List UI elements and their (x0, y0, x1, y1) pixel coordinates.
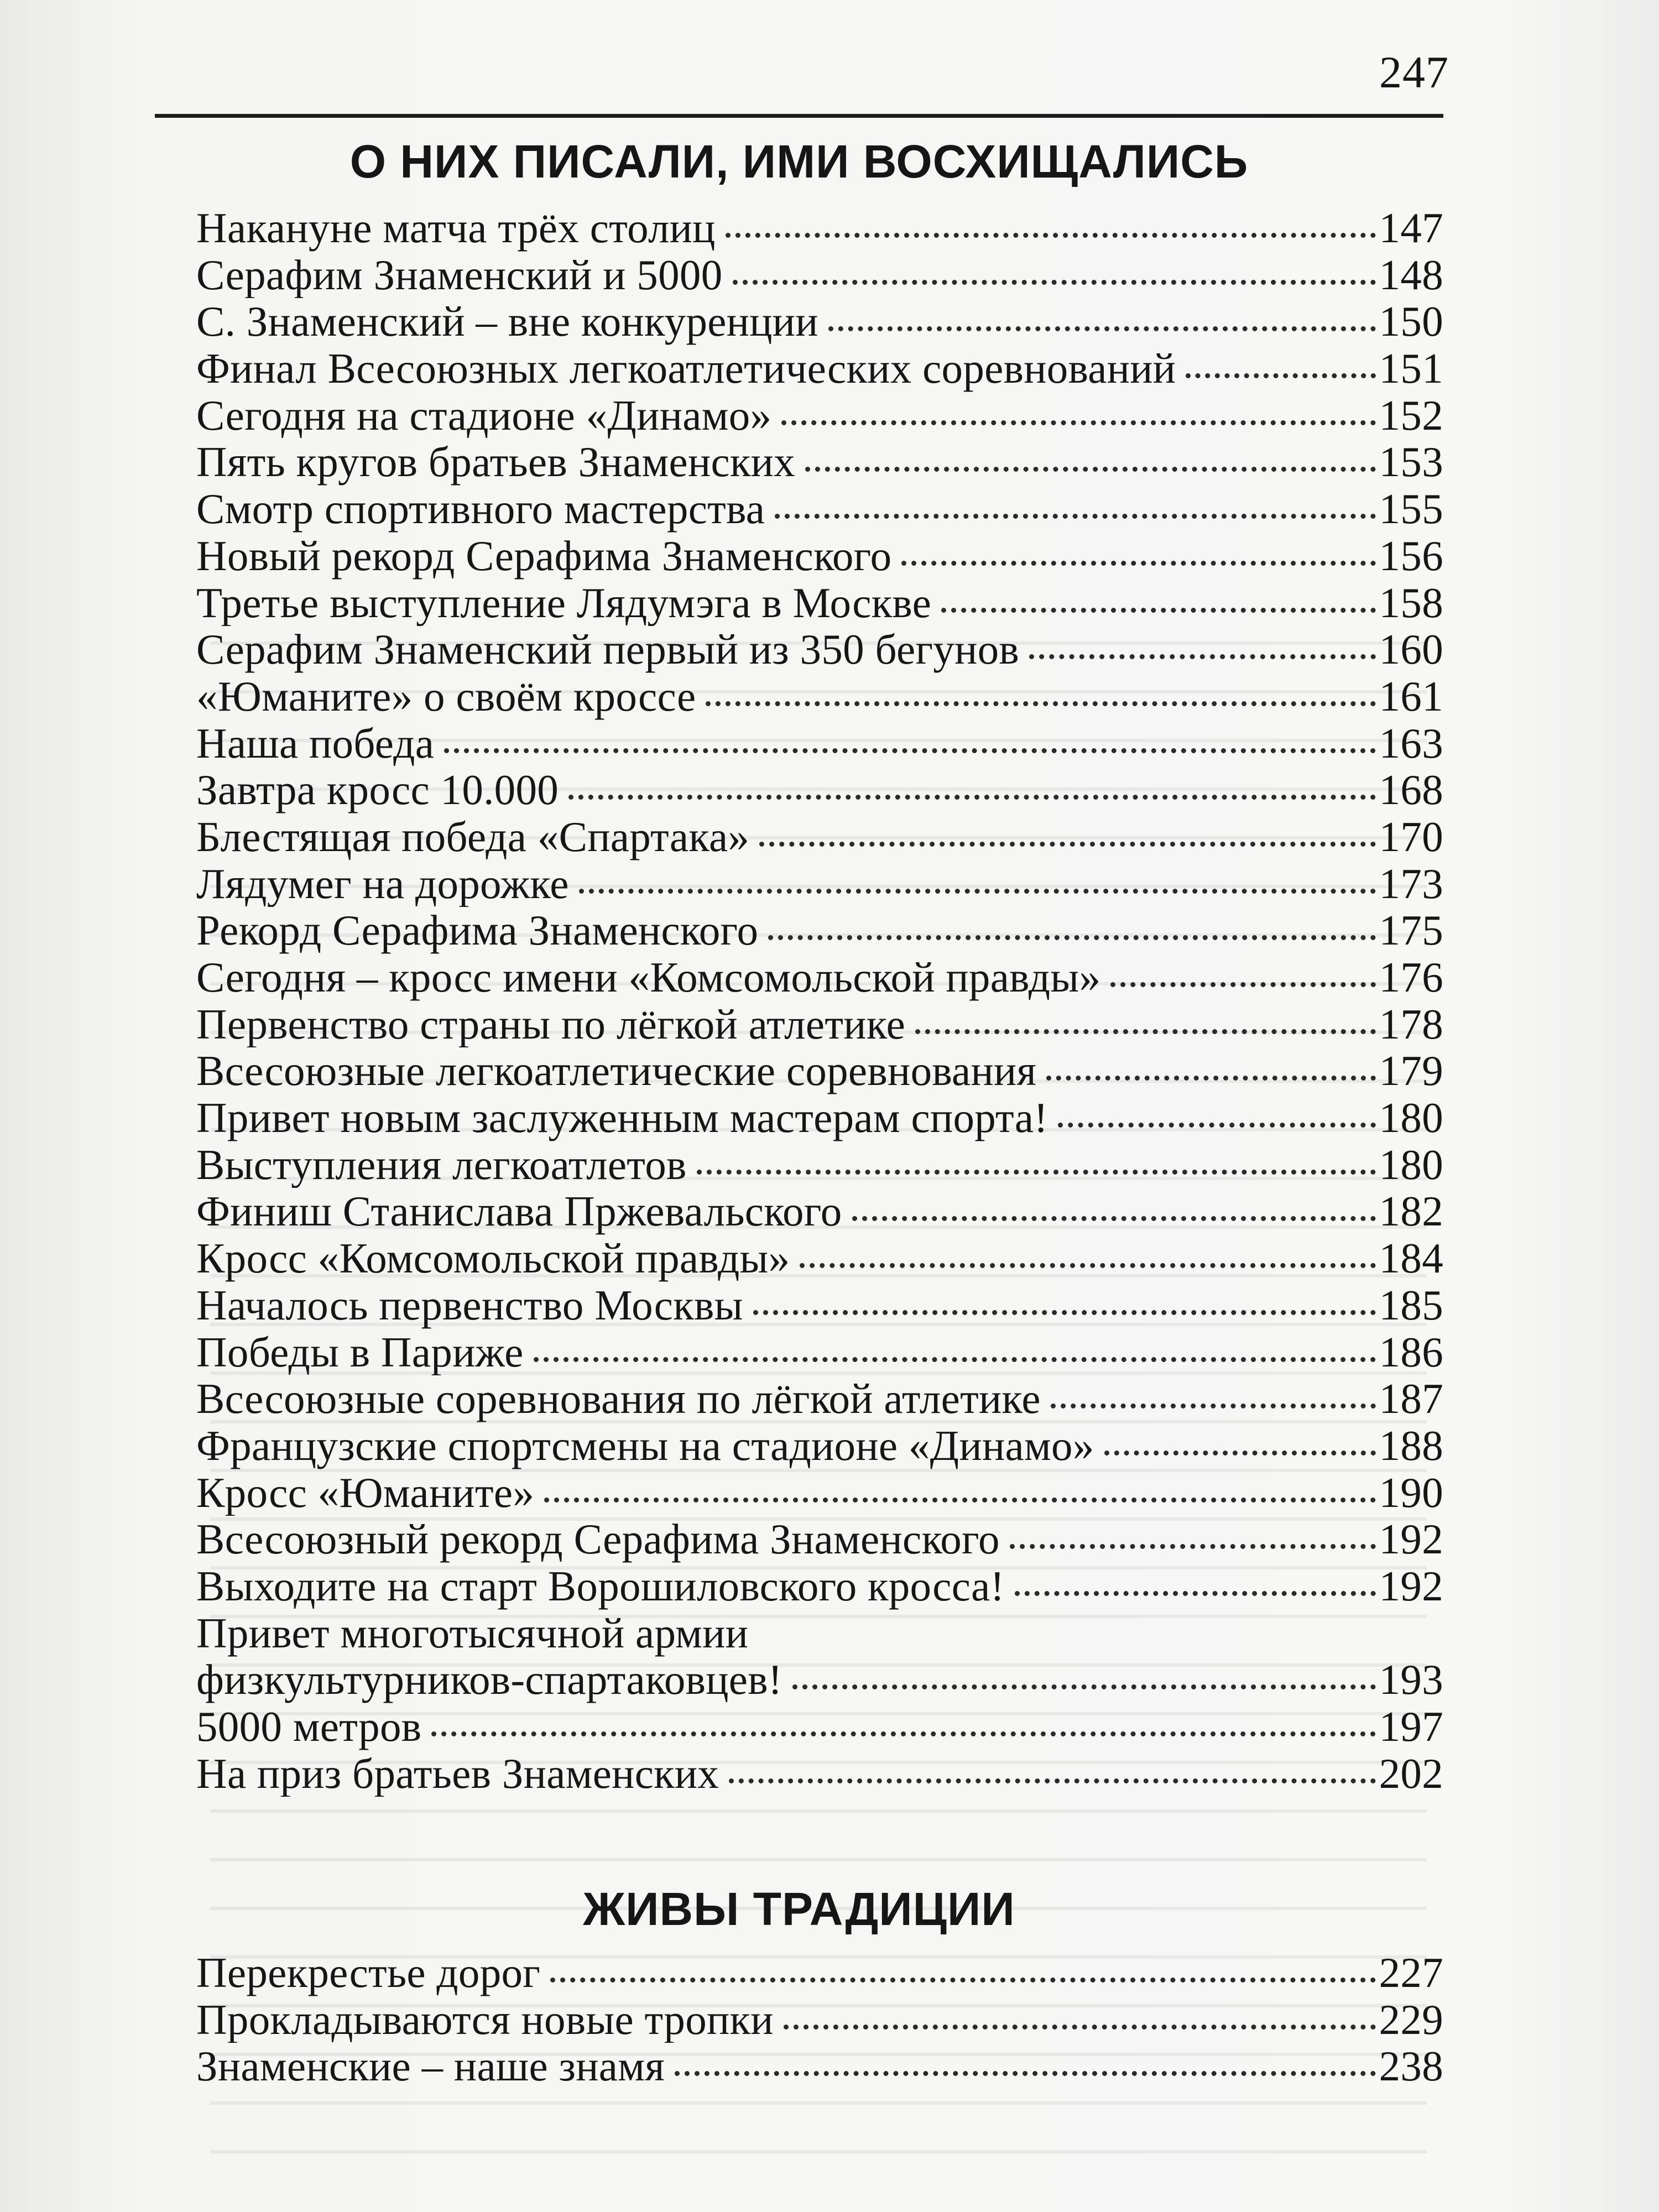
toc-entry-row (196, 860, 1443, 907)
toc-entry-page: 182 (1379, 1188, 1443, 1235)
toc-entry-title: Третье выступление Лядумэга в Москве (196, 579, 932, 627)
toc-entry-page: 178 (1379, 1000, 1443, 1048)
toc-entry (196, 954, 1443, 1001)
toc-entry-page: 158 (1379, 579, 1443, 627)
toc-entry-title: Французские спортсмены на стадионе «Динамо» (196, 1422, 1094, 1469)
toc-entry (196, 1188, 1443, 1235)
toc-entry-title: На приз братьев Знаменских (196, 1750, 719, 1797)
toc-entry (196, 439, 1443, 486)
toc-entry-title: С. Знаменский – вне конкуренции (196, 298, 818, 346)
toc-entry-title: Сегодня на стадионе «Динамо» (196, 392, 772, 439)
dot-leader (759, 842, 1375, 847)
toc-entry (196, 1235, 1443, 1282)
toc-entry-row (196, 1422, 1443, 1469)
toc-entry-row (196, 1329, 1443, 1376)
dot-leader (1029, 654, 1376, 659)
toc-entry (196, 1141, 1443, 1188)
dot-leader (784, 2025, 1376, 2030)
toc-entry-title: Серафим Знаменский первый из 350 бегунов (196, 626, 1020, 673)
toc-entry-page: 173 (1379, 860, 1443, 907)
toc-entry-page: 176 (1379, 954, 1443, 1001)
toc-entry (196, 813, 1443, 860)
toc-entry-title: Выходите на старт Ворошиловского кросса! (196, 1562, 1005, 1610)
toc-entry-title: Первенство страны по лёгкой атлетике (196, 1000, 906, 1048)
toc-entry-title: Финал Всесоюзных легкоатлетических соревнований (196, 345, 1176, 392)
toc-entry-title: Наша победа (196, 719, 435, 767)
dot-leader (1015, 1591, 1376, 1596)
dot-leader (431, 1731, 1375, 1736)
dot-leader (1046, 1076, 1375, 1081)
toc-entry-page: 238 (1379, 2043, 1443, 2090)
toc-entry-title: Прокладываются новые тропки (196, 1996, 774, 2043)
section-title-1: О НИХ ПИСАЛИ, ИМИ ВОСХИЩАЛИСЬ (349, 135, 1249, 187)
dot-leader (753, 1310, 1376, 1315)
toc-entry-page: 179 (1379, 1047, 1443, 1095)
toc-entry-title: 5000 метров (196, 1703, 422, 1750)
toc-entry-row (196, 1094, 1443, 1141)
toc-entry-title: Выступления легкоатлетов (196, 1141, 687, 1188)
toc-entry (196, 1094, 1443, 1141)
dot-leader (1104, 1451, 1376, 1455)
toc-entry-title: Всесоюзный рекорд Серафима Знаменского (196, 1516, 1000, 1563)
toc-entry-row (196, 533, 1443, 580)
toc-entry-page: 147 (1379, 205, 1443, 252)
toc-entry-title: Привет новым заслуженным мастерам спорта! (196, 1094, 1048, 1141)
toc-entry-page: 187 (1379, 1375, 1443, 1422)
dot-leader (729, 1778, 1375, 1783)
toc-entry-title: Сегодня – кросс имени «Комсомольской правды» (196, 954, 1101, 1001)
toc-entry (196, 2043, 1443, 2090)
toc-entry-page: 188 (1379, 1422, 1443, 1469)
toc-entry-row (196, 1703, 1443, 1750)
dot-leader (781, 420, 1375, 425)
toc-entry-page: 168 (1379, 766, 1443, 813)
dot-leader (852, 1216, 1376, 1221)
dot-leader (792, 1684, 1376, 1689)
toc-entry-title: Смотр спортивного мастерства (196, 486, 765, 533)
toc-entry (196, 205, 1443, 252)
dot-leader (726, 233, 1376, 238)
dot-leader (941, 608, 1376, 613)
toc-entry (196, 907, 1443, 954)
toc-entry-row (196, 907, 1443, 954)
toc-entry-row (196, 2043, 1443, 2090)
toc-entry-page: 155 (1379, 486, 1443, 533)
dot-leader (915, 1029, 1376, 1034)
toc-entry-page: 180 (1379, 1141, 1443, 1188)
toc-entry (196, 860, 1443, 907)
toc-entry-page: 185 (1379, 1281, 1443, 1329)
toc-entry-row (196, 626, 1443, 673)
toc-list-1 (196, 205, 1443, 1797)
dot-leader (1010, 1544, 1376, 1549)
toc-entry-page: 197 (1379, 1703, 1443, 1750)
toc-entry-title: Всесоюзные легкоатлетические соревнования (196, 1047, 1037, 1095)
dot-leader (568, 795, 1376, 800)
toc-entry-row (196, 486, 1443, 533)
toc-entry-row (196, 580, 1443, 627)
toc-entry-title: Накануне матча трёх столиц (196, 205, 716, 252)
toc-entry-page: 150 (1379, 298, 1443, 346)
dot-leader (828, 326, 1376, 331)
dot-leader (697, 1170, 1376, 1175)
toc-entry-row (196, 298, 1443, 345)
toc-entry-title-first-line: Привет многотысячной армии (196, 1609, 749, 1657)
dot-leader (675, 2071, 1376, 2076)
toc-entry-title: Кросс «Юманите» (196, 1469, 535, 1516)
toc-entry-title: Пять кругов братьев Знаменских (196, 439, 795, 486)
toc-entry-row (196, 392, 1443, 439)
dot-leader (444, 748, 1375, 753)
toc-list-2 (196, 1949, 1443, 2090)
toc-entry-page: 190 (1379, 1469, 1443, 1516)
toc-entry (196, 1469, 1443, 1516)
toc-entry (196, 1949, 1443, 1996)
toc-entry-title: Рекорд Серафима Знаменского (196, 907, 759, 954)
dot-leader (901, 561, 1375, 566)
toc-entry (196, 1996, 1443, 2043)
toc-entry-title: Серафим Знаменский и 5000 (196, 251, 723, 299)
toc-entry-title: Кросс «Комсомольской правды» (196, 1235, 790, 1282)
page-number: 247 (1379, 47, 1449, 97)
toc-entry-page: 151 (1379, 345, 1443, 392)
toc-entry (196, 720, 1443, 767)
toc-entry (196, 1329, 1443, 1376)
toc-entry-page: 202 (1379, 1750, 1443, 1797)
toc-entry-page: 180 (1379, 1094, 1443, 1141)
toc-entry (196, 486, 1443, 533)
toc-entry (196, 345, 1443, 392)
dot-leader (706, 701, 1375, 706)
dot-leader (1110, 982, 1375, 987)
toc-entry (196, 1703, 1443, 1750)
toc-entry (196, 298, 1443, 345)
toc-entry-title: Знаменские – наше знамя (196, 2043, 665, 2090)
toc-entry-title: Завтра кросс 10.000 (196, 766, 559, 813)
toc-entry-title: Новый рекорд Серафима Знаменского (196, 532, 892, 580)
toc-entry-row (196, 813, 1443, 860)
toc-entry-row (196, 720, 1443, 767)
toc-entry-title: Блестящая победа «Спартака» (196, 813, 750, 860)
toc-entry (196, 1375, 1443, 1422)
dot-leader (805, 467, 1376, 472)
toc-entry (196, 533, 1443, 580)
toc-entry-row (196, 1996, 1443, 2043)
header-rule (155, 114, 1443, 118)
toc-entry-row (196, 1949, 1443, 1996)
toc-entry-page: 227 (1379, 1949, 1443, 1996)
toc-entry-row (196, 1282, 1443, 1329)
toc-entry (196, 580, 1443, 627)
toc-entry-row (196, 439, 1443, 486)
toc-entry (196, 1282, 1443, 1329)
toc-entry-page: 186 (1379, 1328, 1443, 1376)
toc-entry-row (196, 1563, 1443, 1610)
toc-entry (196, 673, 1443, 720)
toc-entry-page: 148 (1379, 251, 1443, 299)
dot-leader (775, 514, 1375, 519)
dot-leader (544, 1498, 1375, 1503)
toc-entry-row (196, 1516, 1443, 1563)
toc-entry-page: 156 (1379, 532, 1443, 580)
toc-entry-row (196, 1750, 1443, 1797)
toc-entry (196, 252, 1443, 299)
toc-entry (196, 1516, 1443, 1563)
toc-entry-page: 184 (1379, 1235, 1443, 1282)
toc-entry (196, 1750, 1443, 1797)
toc-entry-title: Финиш Станислава Пржевальского (196, 1188, 842, 1235)
dot-leader (733, 280, 1376, 285)
toc-entry-page: 229 (1379, 1996, 1443, 2043)
toc-entry (196, 1563, 1443, 1610)
toc-entry (196, 392, 1443, 439)
toc-entry-page: 193 (1379, 1656, 1443, 1703)
dot-leader (1058, 1123, 1375, 1128)
toc-entry-title: «Юманите» о своём кроссе (196, 672, 696, 720)
toc-entry-title: Началось первенство Москвы (196, 1281, 743, 1329)
toc-entry-page: 161 (1379, 672, 1443, 720)
dot-leader (579, 889, 1376, 894)
dot-leader (1186, 373, 1375, 378)
toc-entry-page: 160 (1379, 626, 1443, 673)
toc-entry-row (196, 1001, 1443, 1048)
toc-entry (196, 626, 1443, 673)
toc-entry-row (196, 766, 1443, 813)
toc-entry-page: 192 (1379, 1516, 1443, 1563)
toc-entry-row (196, 954, 1443, 1001)
toc-entry-page: 192 (1379, 1562, 1443, 1610)
toc-entry-row (196, 205, 1443, 252)
toc-entry (196, 766, 1443, 813)
toc-entry-row (196, 345, 1443, 392)
dot-leader (1051, 1404, 1376, 1408)
toc-entry-title: Всесоюзные соревнования по лёгкой атлетике (196, 1375, 1041, 1422)
toc-entry-row (196, 252, 1443, 299)
dot-leader (534, 1357, 1376, 1362)
toc-entry-row (196, 1656, 1443, 1703)
toc-entry-page: 175 (1379, 907, 1443, 954)
toc-entry (196, 1047, 1443, 1094)
toc-entry-row (196, 1469, 1443, 1516)
toc-entry-page: 170 (1379, 813, 1443, 860)
toc-entry-row (196, 673, 1443, 720)
toc-entry-page: 153 (1379, 439, 1443, 486)
toc-entry-row (196, 1375, 1443, 1422)
toc-entry-row (196, 1188, 1443, 1235)
toc-entry-page: 152 (1379, 392, 1443, 439)
dot-leader (550, 1978, 1375, 1983)
toc-entry-title: Перекрестье дорог (196, 1949, 541, 1996)
toc-entry-title: Лядумег на дорожке (196, 860, 569, 907)
toc-entry-title: физкультурников-спартаковцев! (196, 1656, 782, 1703)
section-title-2: ЖИВЫ ТРАДИЦИИ (583, 1883, 1015, 1935)
dot-leader (800, 1263, 1375, 1268)
toc-entry-row (196, 1235, 1443, 1282)
toc-entry (196, 1001, 1443, 1048)
dot-leader (768, 935, 1375, 940)
toc-entry-row (196, 1047, 1443, 1094)
toc-entry (196, 1610, 1443, 1703)
toc-entry-title: Победы в Париже (196, 1328, 524, 1376)
toc-entry-row (196, 1141, 1443, 1188)
toc-entry (196, 1422, 1443, 1469)
toc-entry-page: 163 (1379, 719, 1443, 767)
